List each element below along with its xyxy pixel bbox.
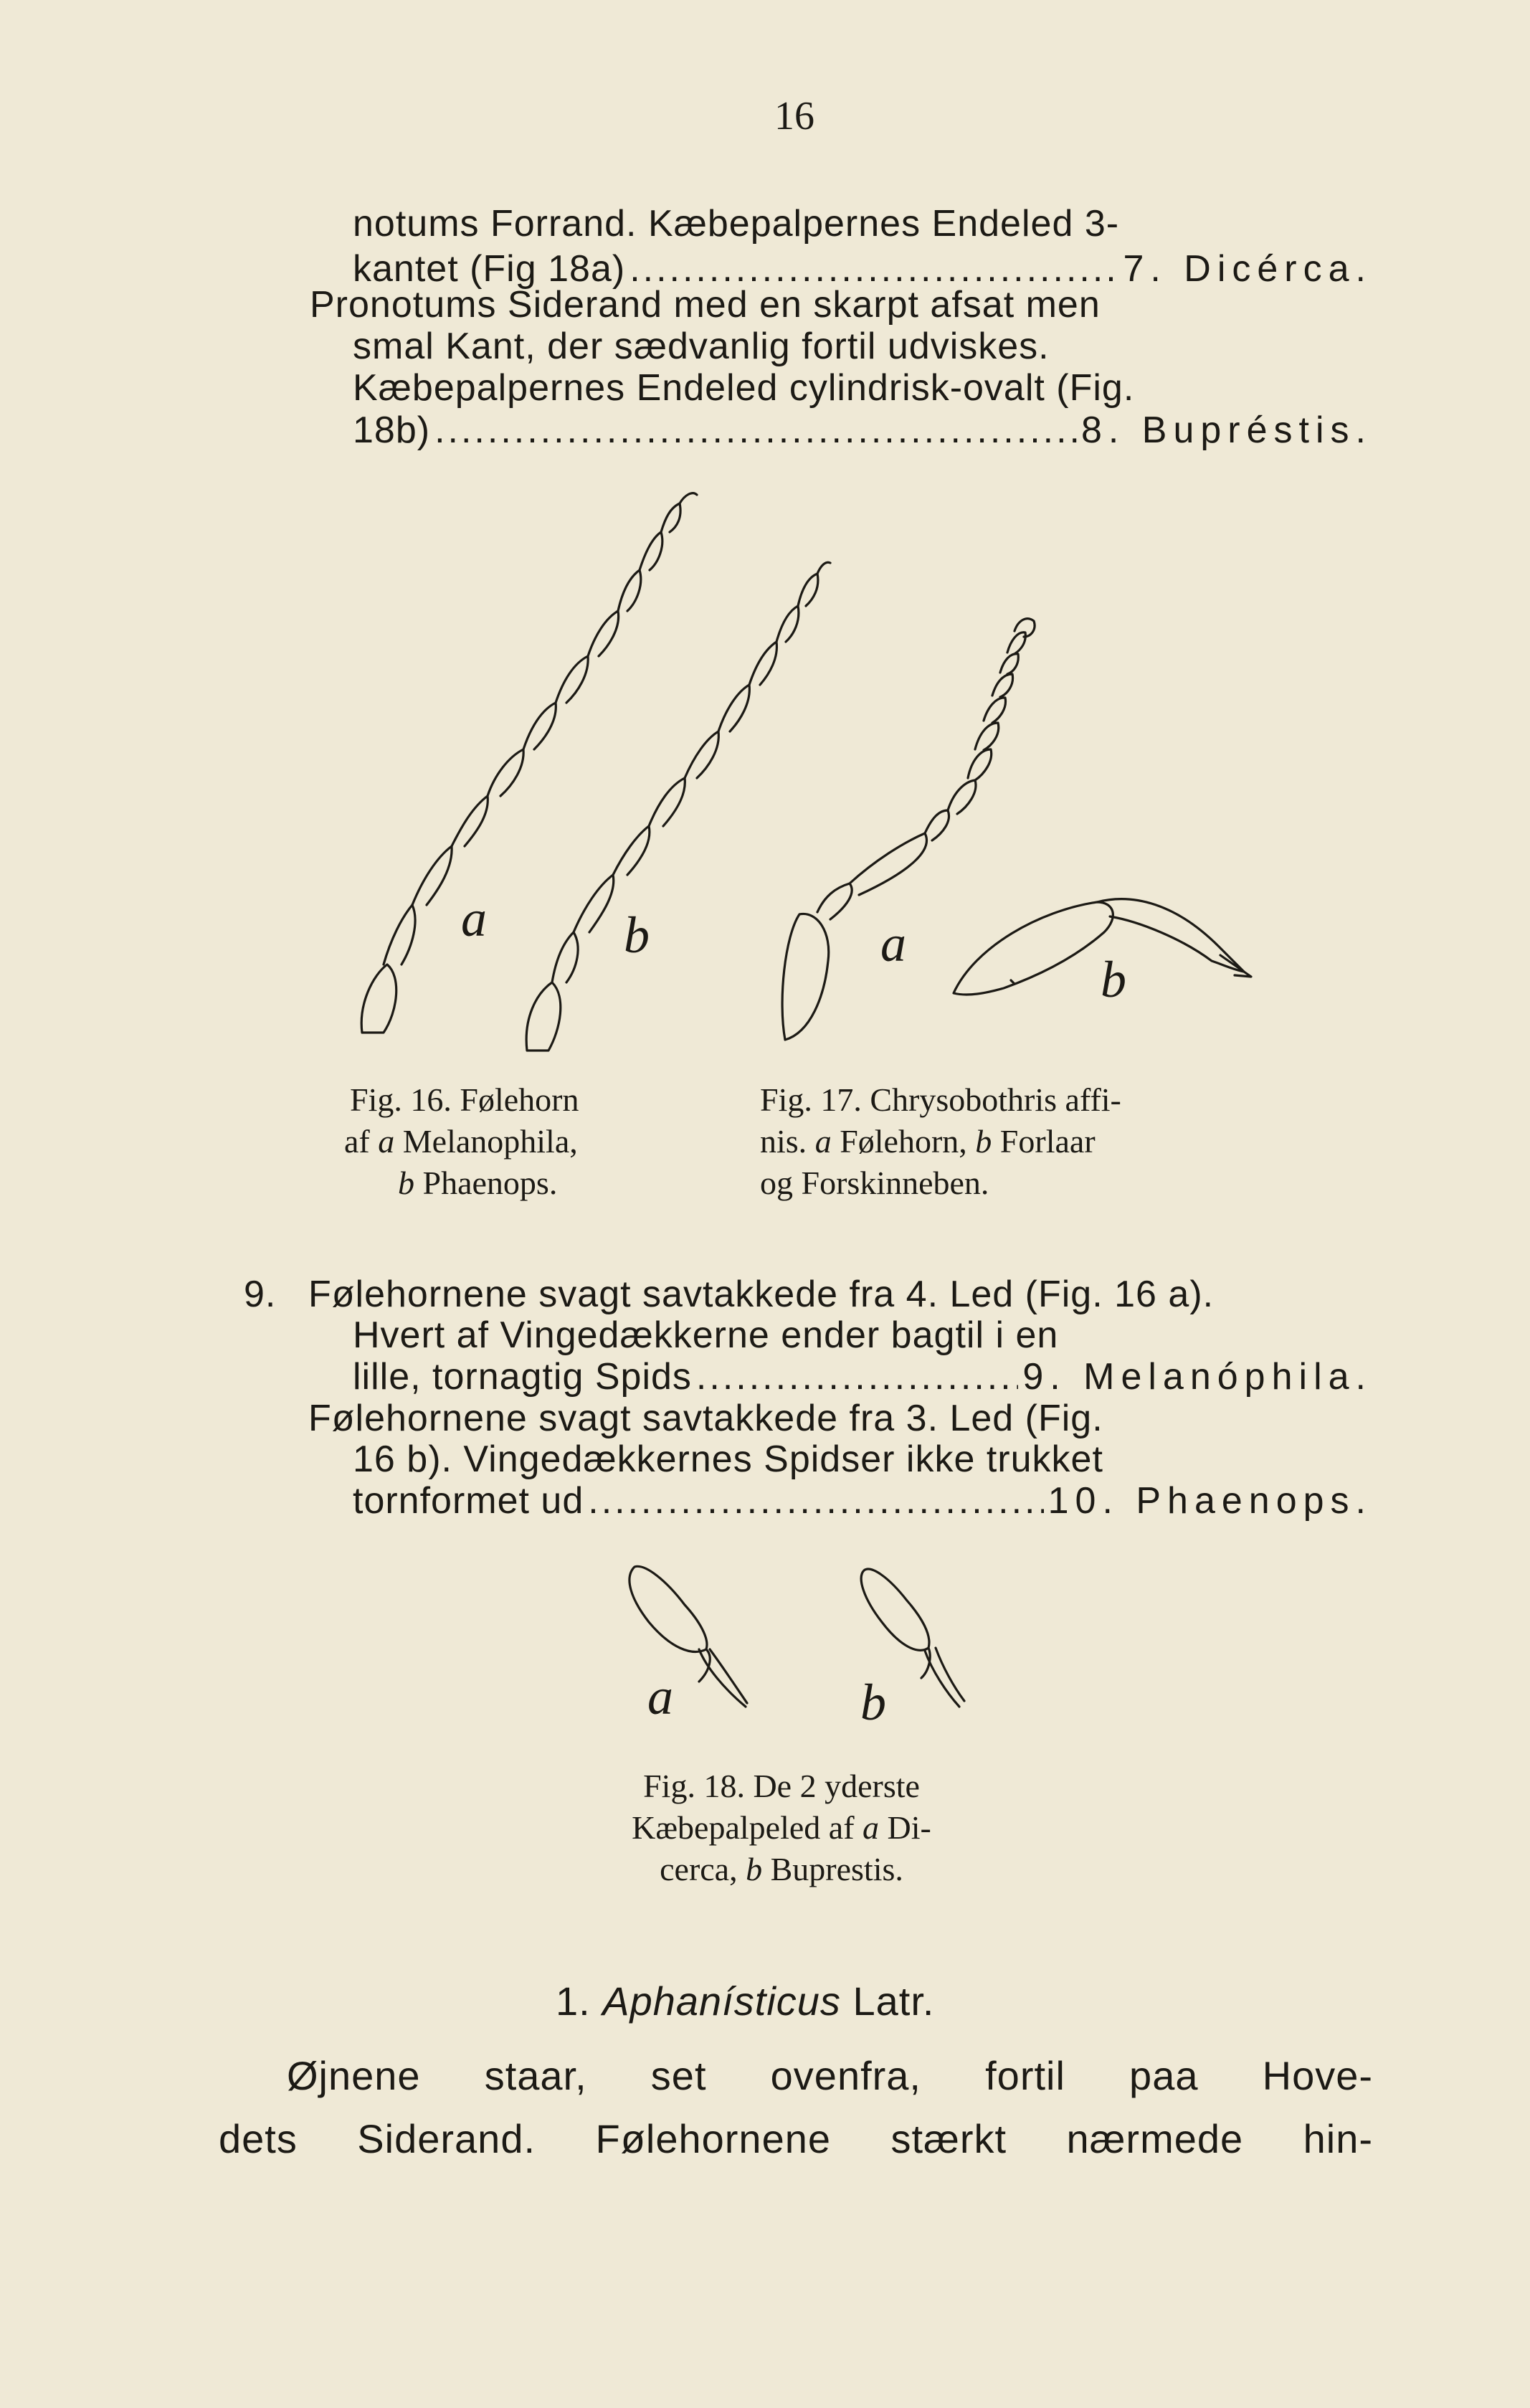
key-entry-result: 10. Phaenops. [1047, 1480, 1372, 1522]
fig17-caption [760, 1079, 1291, 1204]
genus-number: 1. [556, 1978, 591, 2024]
key-entry-buprestis [353, 409, 1372, 452]
fig17-caption-line3: og Forskinneben. [760, 1165, 989, 1201]
key2-line-1: Følehornene svagt savtakkede fra 4. Led (Fig. 16 a). [308, 1274, 1215, 1315]
fig17-caption-line2: nis. a Følehorn, b Forlaar [760, 1123, 1096, 1160]
genus-paragraph-line1: Øjnene staar, set ovenfra, fortil paa Hove- [287, 2053, 1373, 2098]
fig16-label-a: a [461, 890, 487, 947]
page-number: 16 [774, 94, 814, 138]
fig18-label-a: a [647, 1668, 673, 1725]
fig17-caption-line1: Fig. 17. Chrysobothris affi- [760, 1081, 1121, 1118]
key-entry-result: 9. Melanóphila. [1022, 1356, 1372, 1398]
fig17-label-a: a [880, 915, 906, 972]
genus-heading [556, 1978, 934, 2024]
fig16b-antenna-drawing [526, 562, 830, 1051]
leader-dots [434, 409, 1077, 452]
key2-line-4: 16 b). Vingedækkernes Spidser ikke trukket [353, 1438, 1103, 1480]
key-entry-text: lille, tornagtig Spids [353, 1356, 692, 1398]
fig17a-antenna-drawing [782, 619, 1035, 1040]
fig16-caption [344, 1079, 688, 1204]
leader-dots [588, 1479, 1043, 1522]
fig18-caption-line2: Kæbepalpeled af a Di- [632, 1809, 931, 1846]
genus-paragraph-line2: dets Siderand. Følehornene stærkt nærmede hin- [219, 2116, 1373, 2161]
genus-name: Aphanísticus [602, 1978, 841, 2024]
key-line-1: notums Forrand. Kæbepalpernes Endeled 3- [353, 203, 1120, 245]
key2-line-3: Følehornene svagt savtakkede fra 3. Led (Fig. [308, 1398, 1103, 1439]
couplet-number: 9. [244, 1274, 277, 1315]
key-line-4: Kæbepalpernes Endeled cylindrisk-ovalt (Fig. [353, 367, 1135, 409]
fig16-caption-line3: b Phaenops. [398, 1165, 558, 1201]
figure-18 [0, 1549, 1530, 1735]
fig18-caption-line1: Fig. 18. De 2 yderste [643, 1768, 920, 1804]
fig18-caption [595, 1765, 968, 1890]
key-entry-result: 8. Bupréstis. [1080, 409, 1372, 451]
key-line-3: smal Kant, der sædvanlig fortil udviskes. [353, 326, 1050, 367]
fig17-label-b: b [1101, 951, 1126, 1008]
key-entry-text: kantet (Fig 18a) [353, 248, 626, 290]
key-entry-phaenops [353, 1479, 1372, 1522]
figures-16-17 [0, 488, 1530, 1061]
key-line-2: Pronotums Siderand med en skarpt afsat men [310, 284, 1101, 326]
fig16-label-b: b [624, 906, 650, 964]
fig16-caption-line2: af a Melanophila, [344, 1123, 578, 1160]
fig16-caption-line1: Fig. 16. Følehorn [350, 1081, 579, 1118]
leader-dots [696, 1355, 1018, 1398]
key-entry-result: 7. Dicérca. [1123, 248, 1372, 290]
key2-line-2: Hvert af Vingedækkerne ender bagtil i en [353, 1314, 1059, 1356]
genus-author: Latr. [852, 1978, 935, 2024]
key-entry-text: 18b) [353, 409, 431, 451]
key-entry-text: tornformet ud [353, 1480, 584, 1522]
key-entry-melanophila [353, 1355, 1372, 1398]
fig18-caption-line3: cerca, b Buprestis. [660, 1851, 903, 1887]
fig18-label-b: b [860, 1674, 886, 1731]
